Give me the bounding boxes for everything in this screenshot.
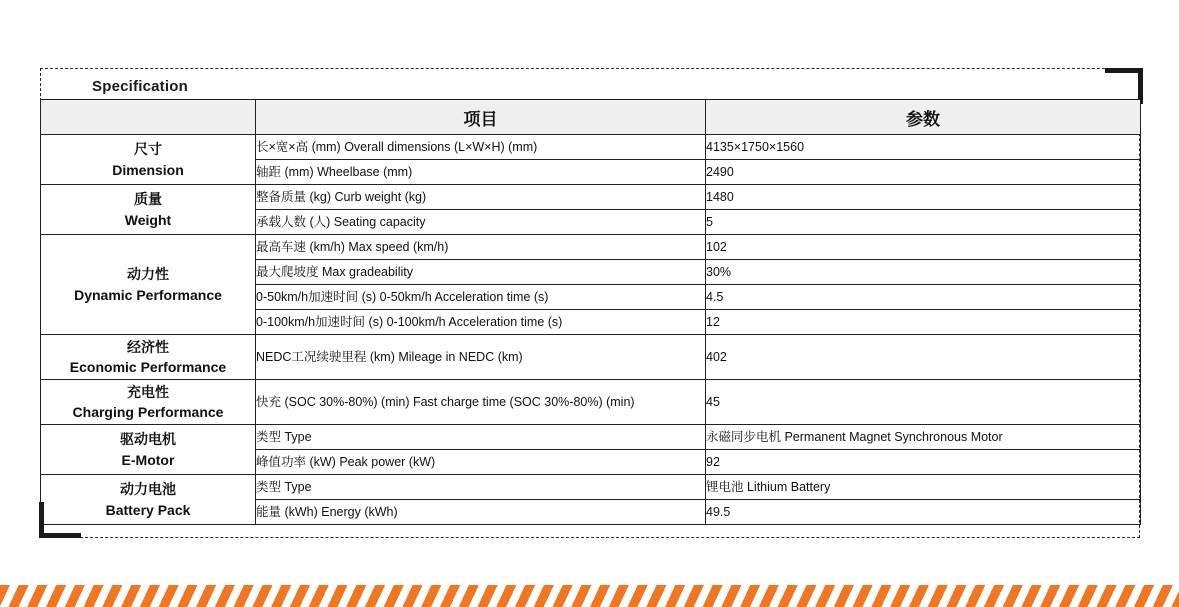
value-cell: 49.5 [706,500,1141,525]
header-cell-item: 项目 [256,100,706,135]
value-cell: 锂电池 Lithium Battery [706,475,1141,500]
table-row [41,135,1141,160]
header-cell-parameter: 参数 [706,100,1141,135]
value-cell: 1480 [706,185,1141,210]
value-cell: 永磁同步电机 Permanent Magnet Synchronous Motor [706,425,1141,450]
value-cell: 5 [706,210,1141,235]
value-cell: 12 [706,310,1141,335]
item-cell: 承载人数 (人) Seating capacity [256,210,706,235]
item-cell: NEDC工况续驶里程 (km) Mileage in NEDC (km) [256,335,706,380]
category-label-cn: 驱动电机 [120,431,176,448]
table-row [41,185,1141,210]
table-row [41,335,1141,380]
category-label-cn: 动力性 [127,266,169,283]
category-label-en: Charging Performance [72,404,224,420]
item-cell: 整备质量 (kg) Curb weight (kg) [256,185,706,210]
item-cell: 最高车速 (km/h) Max speed (km/h) [256,235,706,260]
item-cell: 0-100km/h加速时间 (s) 0-100km/h Acceleration time (s) [256,310,706,335]
item-cell: 0-50km/h加速时间 (s) 0-50km/h Acceleration time (s) [256,285,706,310]
header-cell-blank [41,100,256,135]
value-cell: 402 [706,335,1141,380]
value-cell: 92 [706,450,1141,475]
item-cell: 轴距 (mm) Wheelbase (mm) [256,160,706,185]
specification-table [40,99,1141,525]
category-label-en: Battery Pack [105,501,191,518]
category-cell [41,380,256,425]
specification-table-body [41,100,1141,525]
table-row [41,380,1141,425]
specification-caption: Specification [92,78,188,95]
category-label-en: E-Motor [121,451,175,468]
category-label-en: Dynamic Performance [74,286,222,303]
table-row [41,475,1141,500]
value-cell: 4135×1750×1560 [706,135,1141,160]
table-row [41,425,1141,450]
value-cell: 102 [706,235,1141,260]
category-label-en: Economic Performance [69,359,227,375]
category-label-cn: 经济性 [127,338,169,355]
category-cell [41,335,256,380]
value-cell: 2490 [706,160,1141,185]
item-cell: 最大爬坡度 Max gradeability [256,260,706,285]
category-cell [41,425,256,475]
category-label-en: Dimension [112,161,184,178]
value-cell: 4.5 [706,285,1141,310]
category-cell [41,185,256,235]
category-label-en: Weight [124,211,172,228]
item-cell: 类型 Type [256,475,706,500]
category-cell [41,235,256,335]
hazard-stripe-decoration [0,585,1179,607]
category-cell [41,135,256,185]
table-header-row [41,100,1141,135]
category-cell [41,475,256,525]
category-label-cn: 充电性 [127,383,169,400]
category-label-cn: 尺寸 [134,141,162,158]
category-label-cn: 动力电池 [120,481,176,498]
value-cell: 45 [706,380,1141,425]
item-cell: 长×宽×高 (mm) Overall dimensions (L×W×H) (mm) [256,135,706,160]
item-cell: 能量 (kWh) Energy (kWh) [256,500,706,525]
item-cell: 峰值功率 (kW) Peak power (kW) [256,450,706,475]
item-cell: 快充 (SOC 30%-80%) (min) Fast charge time (SOC 30%-80%) (min) [256,380,706,425]
value-cell: 30% [706,260,1141,285]
table-row [41,235,1141,260]
item-cell: 类型 Type [256,425,706,450]
category-label-cn: 质量 [134,191,162,208]
